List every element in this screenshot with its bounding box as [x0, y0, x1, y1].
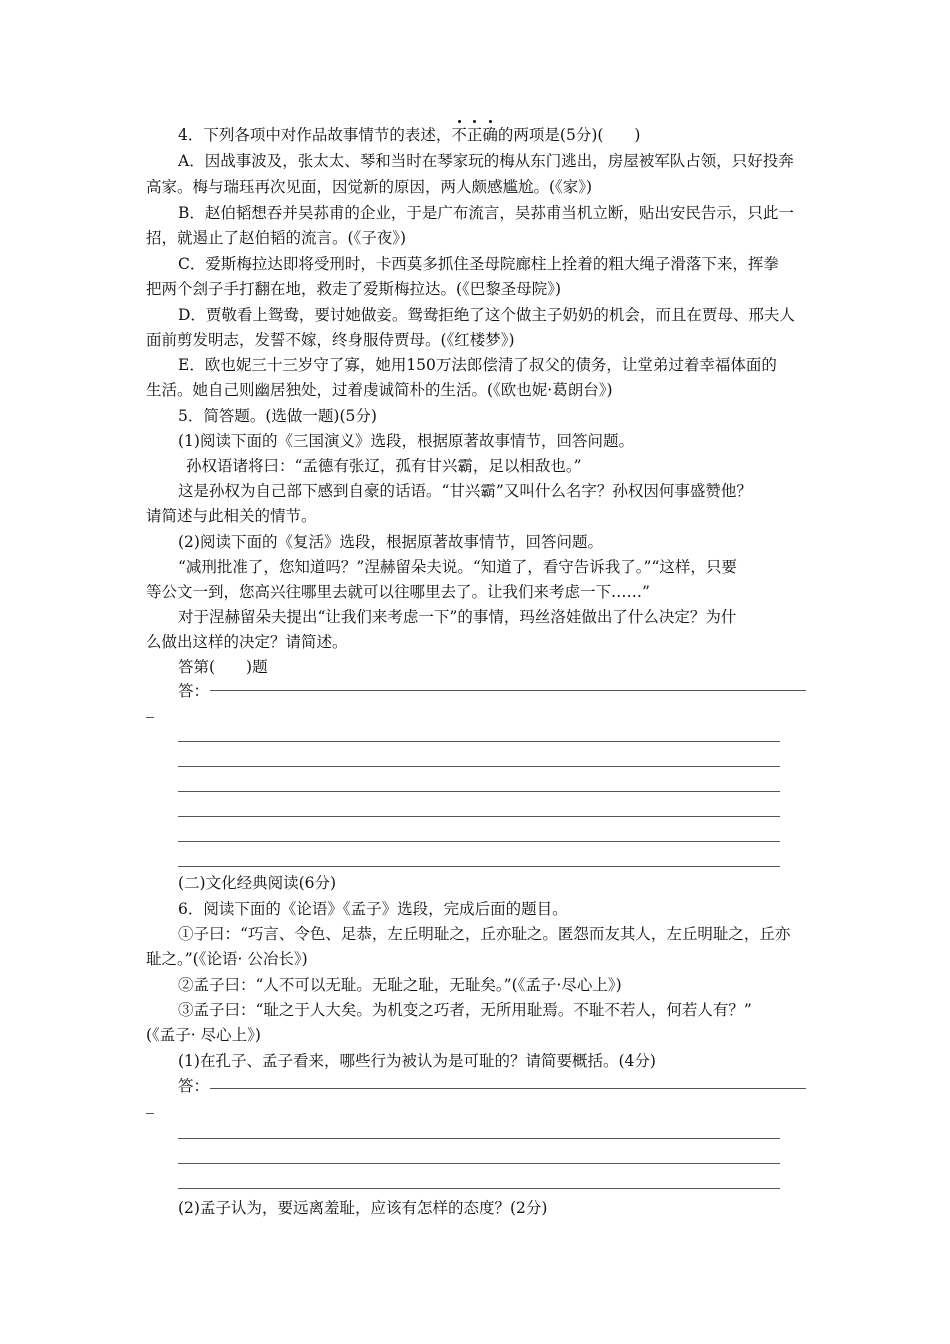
q5-answer-line[interactable]: [178, 816, 780, 817]
q5-choice-label: 答第( )题: [178, 658, 268, 676]
q4-option-a-line2: 高家。梅与瑞珏再次见面，因觉新的原因，两人颇感尴尬。(《家》): [146, 178, 593, 196]
q5-answer-label: 答：: [178, 682, 210, 700]
q4-emphasis-char: 正: [466, 126, 483, 144]
q4-emphasis-char: 确: [482, 126, 498, 144]
q4-option-a-line1: A．因战事波及，张太太、琴和当时在琴家玩的梅从东门逃出，房屋被军队占领，只好投奔: [178, 152, 794, 170]
q4-option-b-line2: 招，就遏止了赵伯韬的流言。(《子夜》): [146, 229, 407, 247]
q5-answer-line[interactable]: [210, 690, 806, 691]
q5-part1-intro: (1)阅读下面的《三国演义》选段，根据原著故事情节，回答问题。: [178, 432, 634, 450]
q5-part2-intro: (2)阅读下面的《复活》选段，根据原著故事情节，回答问题。: [178, 533, 603, 551]
q6-answer-line[interactable]: [178, 1188, 780, 1189]
q6-answer-line[interactable]: [178, 1138, 780, 1139]
q5-answer-line[interactable]: [178, 866, 780, 867]
q5-answer-line[interactable]: [178, 741, 780, 742]
q5-part1-question-line1: 这是孙权为自己部下感到自豪的话语。“甘兴霸”又叫什么名字？孙权因何事盛赞他？: [178, 482, 752, 500]
q6-source1-line1: ①子曰：“巧言、令色、足恭，左丘明耻之，丘亦耻之。匿怨而友其人，左丘明耻之，丘亦: [178, 925, 791, 943]
q6-answer-label: 答：: [178, 1077, 210, 1095]
q5-part1-quote: 孙权语诸将曰：“孟德有张辽，孤有甘兴霸，足以相敌也。”: [186, 457, 582, 475]
q5-stem: 5．简答题。(选做一题)(5分): [178, 407, 377, 425]
q5-part2-quote-line2: 等公文一到，您高兴往哪里去就可以往哪里去了。让我们来考虑一下……”: [146, 583, 650, 601]
q6-stem: 6．阅读下面的《论语》《孟子》选段，完成后面的题目。: [178, 900, 568, 918]
section2-title: (二)文化经典阅读(6分): [178, 874, 337, 892]
q4-stem-post: 的两项是(5分)( ): [497, 126, 641, 144]
q6-subquestion2: (2)孟子认为，要远离羞耻，应该有怎样的态度？(2分): [178, 1199, 548, 1217]
q5-answer-line[interactable]: [178, 841, 780, 842]
q4-option-d-line1: D．贾敬看上鸳鸯，要讨她做妾。鸳鸯拒绝了这个做主子奶奶的机会，而且在贾母、邢夫人: [178, 306, 795, 324]
q4-stem: [178, 125, 640, 145]
q6-source3-line2: (《孟子· 尽心上》): [146, 1026, 261, 1044]
q4-option-e-line2: 生活。她自己则幽居独处，过着虔诚简朴的生活。(《欧也妮·葛朗台》): [146, 381, 613, 399]
q5-answer-line[interactable]: [178, 791, 780, 792]
q5-answer-line-continuation: [146, 717, 154, 718]
q4-emphasis-char: 不: [451, 126, 467, 144]
q6-source1-line2: 耻之。”(《论语· 公冶长》): [146, 950, 308, 968]
q4-option-e-line1: E．欧也妮三十三岁守了寡，她用150万法郎偿清了叔父的债务，让堂弟过着幸福体面的: [178, 356, 777, 374]
q5-part2-quote-line1: “减刑批准了，您知道吗？”涅赫留朵夫说。“知道了，看守告诉我了。”“这样，只要: [178, 558, 737, 576]
q6-answer-line[interactable]: [178, 1163, 780, 1164]
q4-option-c-line2: 把两个刽子手打翻在地，救走了爱斯梅拉达。(《巴黎圣母院》): [146, 280, 562, 298]
q4-option-b-line1: B．赵伯韬想吞并吴荪甫的企业，于是广布流言，吴荪甫当机立断，贴出安民告示，只此一: [178, 204, 794, 222]
q6-source2: ②孟子曰：“人不可以无耻。无耻之耻，无耻矣。”(《孟子·尽心上》): [178, 976, 622, 994]
q5-part2-question-line2: 么做出这样的决定？请简述。: [146, 633, 348, 651]
q5-part1-question-line2: 请简述与此相关的情节。: [146, 507, 317, 525]
q6-source3-line1: ③孟子曰：“耻之于人大矣。为机变之巧者，无所用耻焉。不耻不若人，何若人有？”: [178, 1001, 752, 1019]
q6-answer-line-continuation: [146, 1113, 154, 1114]
q4-option-d-line2: 面前剪发明志，发誓不嫁，终身服侍贾母。(《红楼梦》): [146, 331, 515, 349]
q5-part2-question-line1: 对于涅赫留朵夫提出“让我们来考虑一下”的事情，玛丝洛娃做出了什么决定？为什: [178, 608, 737, 626]
q4-stem-pre: 4．下列各项中对作品故事情节的表述，: [178, 126, 452, 144]
q4-option-c-line1: C．爱斯梅拉达即将受刑时，卡西莫多抓住圣母院廊柱上拴着的粗大绳子滑落下来，挥拳: [178, 255, 779, 273]
q6-subquestion1: (1)在孔子、孟子看来，哪些行为被认为是可耻的？请简要概括。(4分): [178, 1052, 656, 1070]
q6-answer-line[interactable]: [210, 1088, 806, 1089]
q5-answer-line[interactable]: [178, 766, 780, 767]
